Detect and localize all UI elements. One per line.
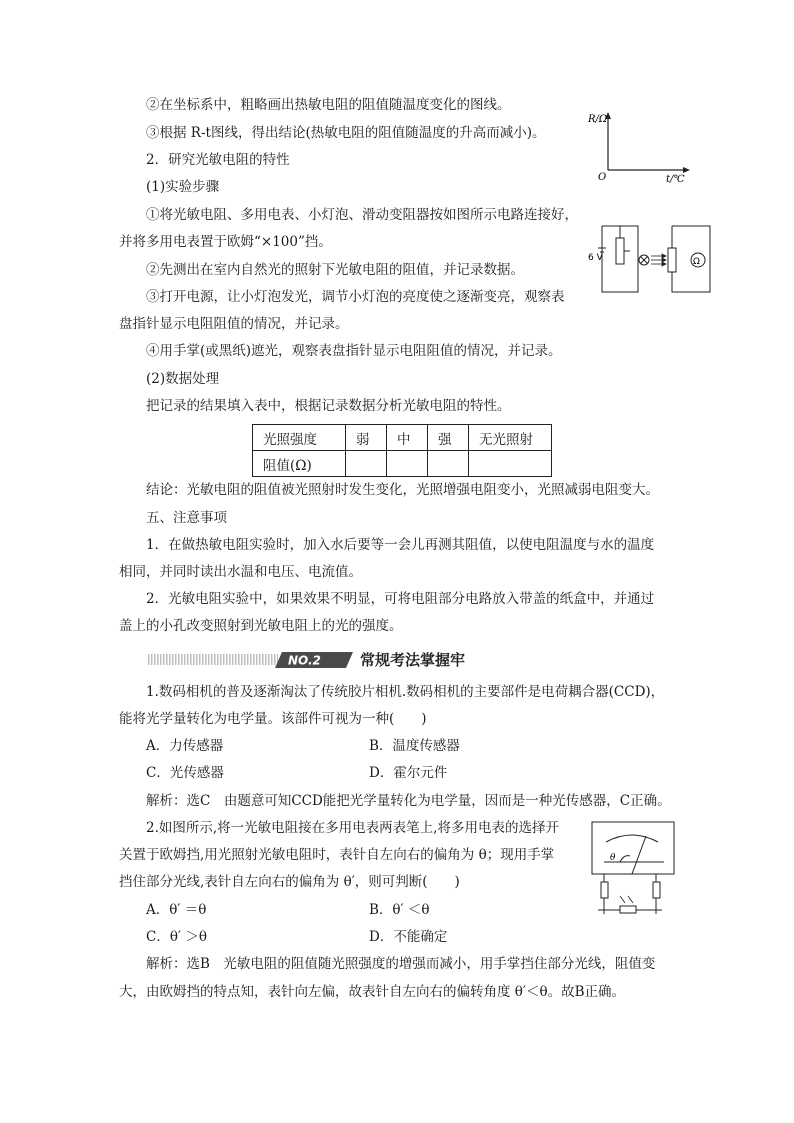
table-row bbox=[253, 425, 552, 451]
q2-option-d: D．不能确定 bbox=[369, 929, 448, 945]
x-axis-label: t/℃ bbox=[666, 174, 685, 185]
q2-option-b: B．θ′ ＜θ bbox=[369, 902, 430, 918]
step-4: ④用手掌(或黑纸)遮光，观察表盘指针显示电阻阻值的情况，并记录。 bbox=[146, 343, 562, 359]
angle-label: θ bbox=[610, 853, 616, 863]
step-1b: 并将多用电表置于欧姆“×100”挡。 bbox=[119, 234, 332, 250]
step2-text: ②在坐标系中，粗略画出热敏电阻的阻值随温度变化的图线。 bbox=[146, 97, 511, 113]
light-arrows-icon bbox=[651, 254, 666, 266]
note-1a: 1．在做热敏电阻实验时，加入水后要等一会儿再测其阻值，以使电阻温度与水的温度 bbox=[146, 537, 655, 553]
photoresistor-icon bbox=[668, 248, 676, 272]
ohmmeter-label: Ω bbox=[693, 257, 700, 267]
table-cell bbox=[428, 451, 469, 477]
note-1b: 相同，并同时读出水温和电压、电流值。 bbox=[119, 564, 362, 580]
x-axis-arrow bbox=[683, 167, 690, 173]
q1-stem-b: 能将光学量转化为电学量。该部件可视为一种( ) bbox=[119, 711, 427, 727]
step-3b: 盘指针显示电阻阻值的情况，并记录。 bbox=[119, 316, 349, 332]
banner-hatch bbox=[148, 654, 278, 665]
table-cell: 弱 bbox=[346, 425, 387, 451]
light-arrows-icon bbox=[620, 896, 633, 903]
battery-label: 6 V bbox=[588, 253, 603, 263]
circuit-figure bbox=[588, 218, 716, 298]
q2-option-c: C．θ′ ＞θ bbox=[146, 929, 207, 945]
table-row bbox=[253, 451, 552, 477]
step-3a: ③打开电源，让小灯泡发光，调节小灯泡的亮度使之逐渐变亮，观察表 bbox=[146, 289, 565, 305]
step-2: ②先测出在室内自然光的照射下光敏电阻的阻值，并记录数据。 bbox=[146, 262, 524, 278]
meter-body bbox=[592, 822, 674, 874]
table-cell bbox=[469, 451, 552, 477]
y-axis-label: R/Ω bbox=[588, 114, 608, 125]
photoresistor-icon bbox=[620, 906, 636, 913]
table-cell: 阻值(Ω) bbox=[253, 451, 346, 477]
table-cell: 强 bbox=[428, 425, 469, 451]
q1-analysis: 解析：选C 由题意可知CCD能把光学量转化为电学量，因而是一种光传感器，C正确。 bbox=[146, 793, 671, 809]
q1-option-c: C．光传感器 bbox=[146, 765, 224, 781]
q1-option-a: A．力传感器 bbox=[146, 738, 224, 754]
probe-left bbox=[601, 882, 608, 898]
q1-option-b: B．温度传感器 bbox=[369, 738, 460, 754]
origin-label: O bbox=[598, 172, 607, 183]
sub-steps: (1)实验步骤 bbox=[146, 179, 220, 195]
banner-tag: NO.2 bbox=[288, 653, 321, 668]
probe-right bbox=[653, 882, 660, 898]
table-cell: 无光照射 bbox=[469, 425, 552, 451]
sub-data: (2)数据处理 bbox=[146, 371, 220, 387]
rheostat-icon bbox=[616, 238, 624, 264]
q2-stem-b: 关置于欧姆挡,用光照射光敏电阻时，表针自左向右的偏角为 θ；现用手掌 bbox=[119, 847, 555, 863]
q2-stem-a: 2.如图所示,将一光敏电阻接在多用电表两表笔上,将多用电表的选择开 bbox=[146, 820, 559, 836]
data-table bbox=[252, 424, 552, 477]
q2-analysis-b: 大，由欧姆挡的特点知，表针向左偏，故表针自左向右的偏转角度 θ′＜θ。故B正确。 bbox=[119, 984, 626, 1000]
meter-scale-arc bbox=[606, 835, 658, 842]
q2-analysis-a: 解析：选B 光敏电阻的阻值随光照强度的增强而减小，用手掌挡住部分光线，阻值变 bbox=[146, 956, 656, 972]
section-banner bbox=[148, 650, 498, 670]
meter-needle bbox=[632, 836, 646, 874]
note-2a: 2．光敏电阻实验中，如果效果不明显，可将电阻部分电路放入带盖的纸盒中，并通过 bbox=[146, 591, 655, 607]
data-processing: 把记录的结果填入表中，根据记录数据分析光敏电阻的特性。 bbox=[146, 398, 511, 414]
angle-arc bbox=[620, 856, 630, 862]
table-cell bbox=[346, 451, 387, 477]
heading-photoresistor: 2．研究光敏电阻的特性 bbox=[146, 152, 290, 168]
conclusion: 结论：光敏电阻的阻值被光照射时发生变化，光照增强电阻变小，光照减弱电阻变大。 bbox=[146, 482, 659, 498]
rt-graph-figure bbox=[584, 108, 694, 186]
banner-title: 常规考法掌握牢 bbox=[360, 651, 466, 669]
note-2b: 盖上的小孔改变照射到光敏电阻上的光的强度。 bbox=[119, 618, 403, 634]
notes-title: 五、注意事项 bbox=[146, 510, 227, 526]
meter-figure bbox=[584, 818, 684, 922]
q2-option-a: A．θ′ ＝θ bbox=[146, 902, 207, 918]
q2-stem-c: 挡住部分光线,表针自左向右的偏角为 θ′，则可判断( ) bbox=[119, 874, 460, 890]
q1-option-d: D．霍尔元件 bbox=[369, 765, 448, 781]
table-cell: 中 bbox=[387, 425, 428, 451]
q1-stem-a: 1.数码相机的普及逐渐淘汰了传统胶片相机.数码相机的主要部件是电荷耦合器(CCD)， bbox=[146, 684, 665, 700]
table-cell: 光照强度 bbox=[253, 425, 346, 451]
step3-text: ③根据 R-t图线，得出结论(热敏电阻的阻值随温度的升高而减小)。 bbox=[146, 125, 546, 141]
step-1a: ①将光敏电阻、多用电表、小灯泡、滑动变阻器按如图所示电路连接好， bbox=[146, 207, 578, 223]
table-cell bbox=[387, 451, 428, 477]
